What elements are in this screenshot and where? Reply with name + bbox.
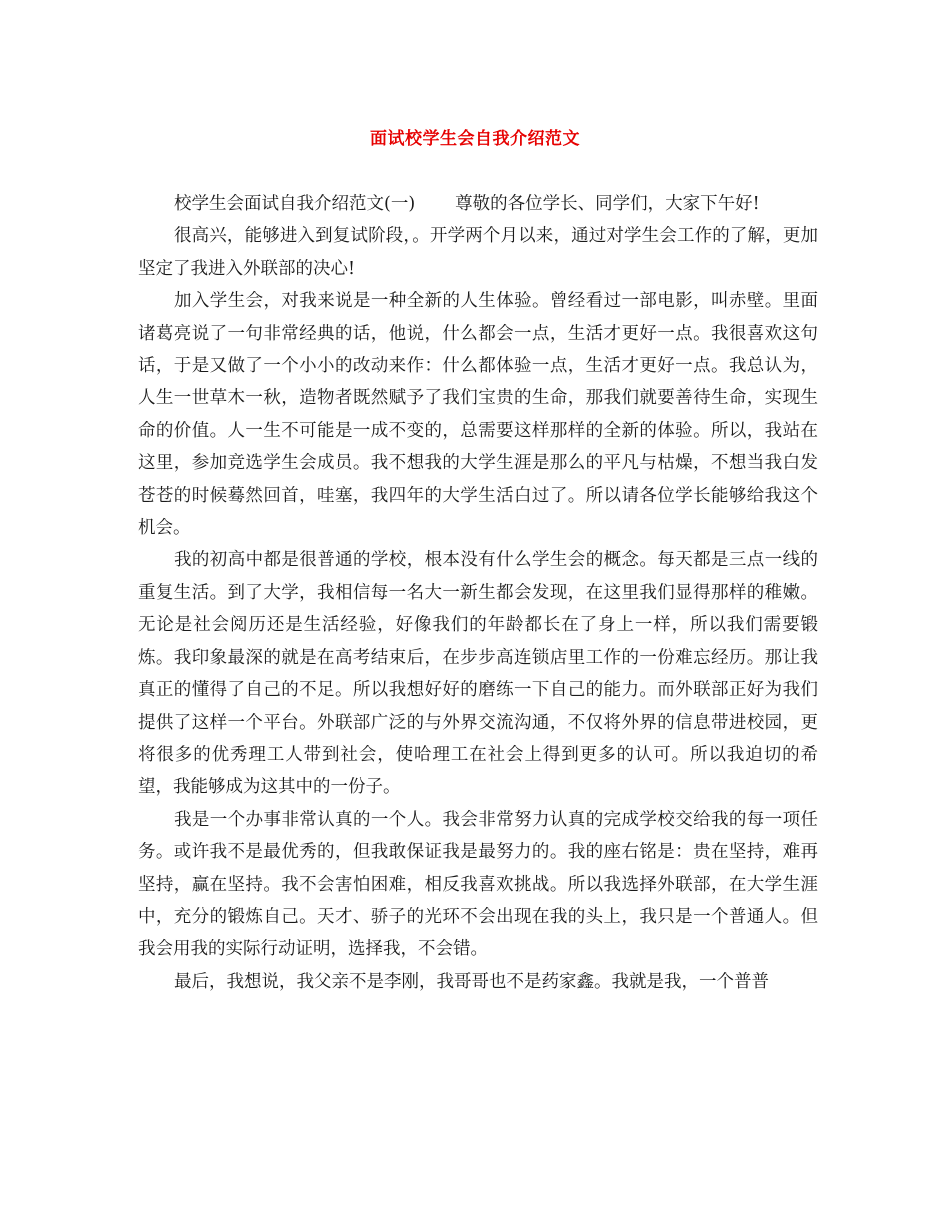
greeting: 尊敬的各位学长、同学们，大家下午好! [455,194,760,214]
intro-line [138,188,818,220]
document-body [138,188,818,998]
paragraph: 最后，我想说，我父亲不是李刚，我哥哥也不是药家鑫。我就是我，一个普普 [174,971,769,992]
paragraph: 我是一个办事非常认真的一个人。我会非常努力认真的完成学校交给我的每一项任务。或许我不是最优秀的，但我敢保证我是最努力的。我的座右铭是：贵在坚持，难再坚持，赢在坚持。我不会害怕困难，相反我喜欢挑战。所以我选择外联部，在大学生涯中，充分的锻炼自己。天才、骄子的光环不会出现在我的头上，我只是一个普通人。但我会用我的实际行动证明，选择我，不会错。 [138,809,818,960]
paragraph: 我的初高中都是很普通的学校，根本没有什么学生会的概念。每天都是三点一线的重复生活。到了大学，我相信每一名大一新生都会发现，在这里我们显得那样的稚嫩。无论是社会阅历还是生活经验，好像我们的年龄都长在了身上一样，所以我们需要锻炼。我印象最深的就是在高考结束后，在步步高连锁店里工作的一份难忘经历。那让我真正的懂得了自己的不足。所以我想好好的磨练一下自己的能力。而外联部正好为我们提供了这样一个平台。外联部广泛的与外界交流沟通，不仅将外界的信息带进校园，更将很多的优秀理工人带到社会，使哈理工在社会上得到更多的认可。所以我迫切的希望，我能够成为这其中的一份子。 [138,550,818,798]
paragraph: 加入学生会，对我来说是一种全新的人生体验。曾经看过一部电影，叫赤壁。里面诸葛亮说了一句非常经典的话，他说，什么都会一点，生活才更好一点。我很喜欢这句话，于是又做了一个小小的改动来作：什么都体验一点，生活才更好一点。我总认为，人生一世草木一秋，造物者既然赋予了我们宝贵的生命，那我们就要善待生命，实现生命的价值。人一生不可能是一成不变的，总需要这样那样的全新的体验。所以，我站在这里，参加竞选学生会成员。我不想我的大学生涯是那么的平凡与枯燥，不想当我白发苍苍的时候蓦然回首，哇塞，我四年的大学生活白过了。所以请各位学长能够给我这个机会。 [138,291,818,539]
intro-heading: 校学生会面试自我介绍范文(一) [174,194,416,214]
paragraph: 很高兴，能够进入到复试阶段，。开学两个月以来，通过对学生会工作的了解，更加坚定了我进入外联部的决心! [138,226,818,279]
document-title: 面试校学生会自我介绍范文 [370,129,580,149]
